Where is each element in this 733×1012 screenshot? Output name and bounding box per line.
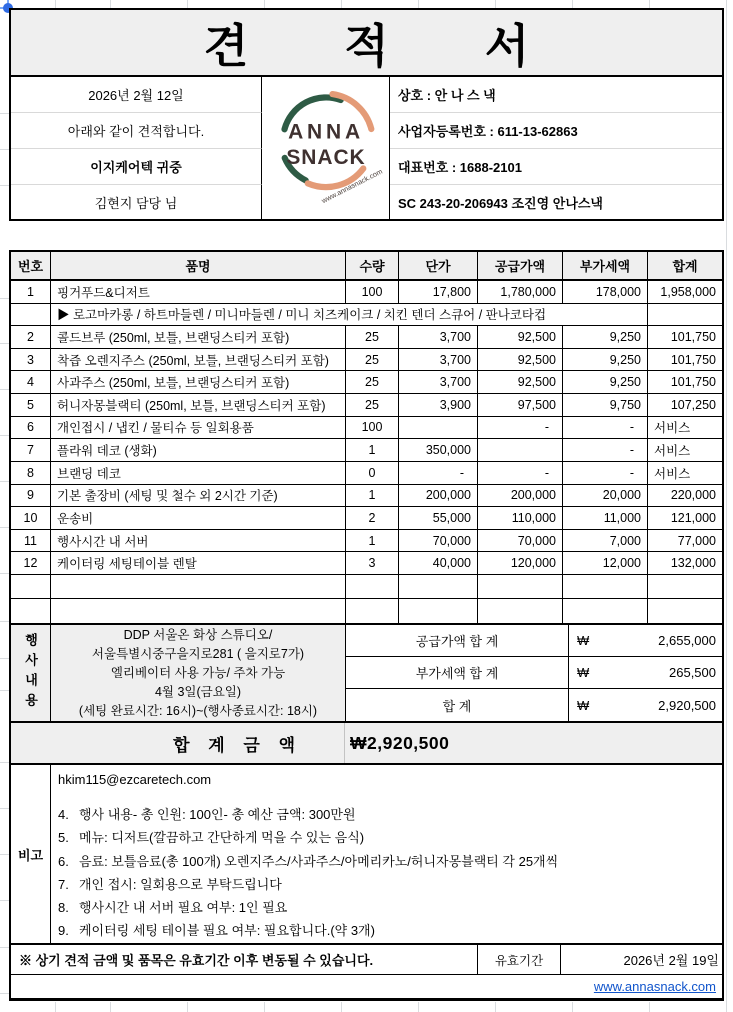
gridline <box>187 0 188 8</box>
event-detail-line: 엘리베이터 사용 가능/ 주차 가능 <box>110 665 286 680</box>
total-cell: 1,958,000 <box>648 281 722 304</box>
quantity-cell: 25 <box>346 394 399 417</box>
event-label: 행사내용 <box>23 633 38 713</box>
gridline <box>0 762 9 763</box>
gridline <box>55 0 56 8</box>
currency-symbol: ₩ <box>577 665 590 680</box>
supply-amount-cell: 1,780,000 <box>478 281 563 304</box>
row-number-cell: 9 <box>11 485 51 508</box>
total-cell: 101,750 <box>648 349 722 372</box>
supply-amount-cell: 92,500 <box>478 371 563 394</box>
total-amount <box>569 657 722 689</box>
unit-price-cell: 55,000 <box>399 507 478 530</box>
remark-number: 8. <box>58 900 69 916</box>
website-row <box>11 975 722 998</box>
quantity-cell: 25 <box>346 349 399 372</box>
website-link[interactable]: www.annasnack.com <box>593 979 716 994</box>
gridline <box>0 658 9 659</box>
column-header: 수량 <box>346 252 399 281</box>
supply-amount-cell <box>478 439 563 462</box>
empty-cell <box>51 575 346 599</box>
row-number-cell: 1 <box>11 281 51 304</box>
total-amount <box>569 689 722 721</box>
remark-item <box>58 873 714 896</box>
grand-total-row <box>9 723 724 765</box>
empty-cell <box>648 575 722 599</box>
total-label: 부가세액 합 계 <box>346 657 569 689</box>
unit-price-cell: 70,000 <box>399 530 478 553</box>
company-account: SC 243-20-206943 조진영 안나스낵 <box>398 195 603 211</box>
gridline <box>495 0 496 8</box>
total-cell: 220,000 <box>648 485 722 508</box>
remark-text: 케이터링 세팅 테이블 필요 여부: 필요합니다.(약 3개) <box>79 923 375 939</box>
empty-cell <box>648 599 722 623</box>
footer-section <box>9 945 724 1001</box>
event-detail-line: (세팅 완료시간: 16시)~(행사종료시간: 18시) <box>78 703 318 718</box>
row-number-cell: 7 <box>11 439 51 462</box>
item-name-cell: 브랜딩 데코 <box>51 462 346 485</box>
total-cell: 101,750 <box>648 371 722 394</box>
event-totals-section <box>9 625 724 723</box>
row-number-cell: 11 <box>11 530 51 553</box>
event-detail-line: DDP 서울온 화상 스튜디오/ <box>123 627 273 642</box>
total-cell: 132,000 <box>648 552 722 575</box>
greeting-text: 아래와 같이 견적합니다. <box>11 113 262 149</box>
remark-number: 5. <box>58 830 69 846</box>
remarks-list <box>58 803 714 943</box>
vat-amount-cell: - <box>563 417 648 440</box>
gridline <box>0 900 9 901</box>
currency-symbol: ₩ <box>577 633 590 648</box>
manager-name: 김현지 담당 님 <box>11 185 262 219</box>
gridline <box>418 0 419 8</box>
unit-price-cell: 3,700 <box>399 326 478 349</box>
remarks-label: 비고 <box>11 765 51 943</box>
total-amount <box>569 625 722 657</box>
quantity-cell: 25 <box>346 371 399 394</box>
logo-cell <box>262 77 390 219</box>
supply-amount-cell: 200,000 <box>478 485 563 508</box>
supply-amount-cell: 92,500 <box>478 326 563 349</box>
remark-text: 행사시간 내 서버 필요 여부: 1인 필요 <box>79 900 288 916</box>
quantity-cell: 100 <box>346 281 399 304</box>
gridline <box>264 1002 265 1012</box>
gridline <box>726 0 727 8</box>
empty-cell <box>11 599 51 623</box>
gridline <box>0 343 9 344</box>
empty-cell <box>11 575 51 599</box>
remark-item <box>58 919 714 942</box>
quantity-cell: 1 <box>346 439 399 462</box>
total-cell: 서비스 <box>648 417 722 440</box>
items-table <box>9 250 724 625</box>
remark-number: 6. <box>58 853 69 869</box>
supply-amount-cell: - <box>478 462 563 485</box>
empty-cell <box>478 599 563 623</box>
empty-cell <box>51 599 346 623</box>
anna-snack-logo-icon <box>264 79 388 217</box>
unit-price-cell: 3,900 <box>399 394 478 417</box>
logo-text-snack: SNACK <box>285 146 366 170</box>
vat-amount-cell: - <box>563 462 648 485</box>
quote-date: 2026년 2월 12일 <box>11 77 262 113</box>
vat-amount-cell: 9,250 <box>563 371 648 394</box>
gridline <box>264 0 265 8</box>
remark-text: 음료: 보틀음료(총 100개) 오렌지주스/사과주스/아메리카노/허니자몽블랙티 각 25개씩 <box>79 853 559 869</box>
vat-amount-cell: 20,000 <box>563 485 648 508</box>
unit-price-cell: 200,000 <box>399 485 478 508</box>
item-name-cell: 허니자몽블랙티 (250ml, 보틀, 브랜딩스티커 포함) <box>51 394 346 417</box>
empty-cell <box>346 575 399 599</box>
quantity-cell: 2 <box>346 507 399 530</box>
contact-email: hkim115@ezcaretech.com <box>58 772 212 787</box>
empty-cell <box>399 575 478 599</box>
remark-item <box>58 850 714 873</box>
gridline <box>187 1002 188 1012</box>
currency-symbol: ₩ <box>577 697 590 713</box>
remark-number: 7. <box>58 876 69 892</box>
gridline <box>110 0 111 8</box>
logo-url-text: www.annasnack.com <box>319 167 384 206</box>
empty-cell <box>563 599 648 623</box>
gridline <box>572 1002 573 1012</box>
gridline <box>726 1002 727 1012</box>
empty-cell <box>399 599 478 623</box>
row-number-cell: 4 <box>11 371 51 394</box>
event-details <box>51 625 346 721</box>
remark-item <box>58 803 714 826</box>
gridline <box>0 298 9 299</box>
unit-price-cell: - <box>399 462 478 485</box>
quotation-title-box <box>9 8 724 77</box>
company-registration-no: 사업자등록번호 : 611-13-62863 <box>390 113 722 149</box>
supply-amount-cell: 70,000 <box>478 530 563 553</box>
gridline <box>341 1002 342 1012</box>
grand-total-label: 합 계 금 액 <box>11 723 345 763</box>
gridline <box>0 435 9 436</box>
vat-amount-cell: 9,750 <box>563 394 648 417</box>
company-phone: 대표번호 : 1688-2101 <box>390 149 722 185</box>
gridline <box>0 389 9 390</box>
gridline <box>0 854 9 855</box>
supply-amount-cell: 110,000 <box>478 507 563 530</box>
vat-amount-cell: 7,000 <box>563 530 648 553</box>
total-cell: 서비스 <box>648 439 722 462</box>
logo-text-anna: ANNA <box>287 120 364 144</box>
gridline <box>0 573 9 574</box>
total-cell: 77,000 <box>648 530 722 553</box>
remarks-body <box>51 765 722 943</box>
gridline <box>572 0 573 8</box>
item-name-cell: 기본 출장비 (세팅 및 철수 외 2시간 기준) <box>51 485 346 508</box>
unit-price-cell: 17,800 <box>399 281 478 304</box>
gridline <box>0 527 9 528</box>
item-name-cell: 케이터링 세팅테이블 렌탈 <box>51 552 346 575</box>
total-cell: 서비스 <box>648 462 722 485</box>
unit-price-cell: 3,700 <box>399 349 478 372</box>
gridline <box>341 0 342 8</box>
total-cell: 101,750 <box>648 326 722 349</box>
gridline <box>0 690 9 691</box>
item-name-cell: 개인접시 / 냅킨 / 물티슈 등 일회용품 <box>51 417 346 440</box>
validity-date: 2026년 2월 19일 <box>561 945 722 975</box>
column-header: 합계 <box>648 252 722 281</box>
unit-price-cell: 350,000 <box>399 439 478 462</box>
event-detail-line: 서울특별시중구을지로281 ( 을지로7가) <box>91 646 305 661</box>
remark-item <box>58 826 714 849</box>
quantity-cell: 0 <box>346 462 399 485</box>
row-number-cell: 12 <box>11 552 51 575</box>
validity-notice: ※ 상기 견적 금액 및 품목은 유효기간 이후 변동될 수 있습니다. <box>11 945 478 975</box>
item-name-cell: 행사시간 내 서버 <box>51 530 346 553</box>
supply-amount-cell: 92,500 <box>478 349 563 372</box>
item-name-cell: 플라워 데코 (생화) <box>51 439 346 462</box>
vat-amount-cell: 9,250 <box>563 349 648 372</box>
gridline <box>418 1002 419 1012</box>
row-number-cell: 6 <box>11 417 51 440</box>
unit-price-cell <box>399 417 478 440</box>
gridline <box>0 481 9 482</box>
quantity-cell: 25 <box>346 326 399 349</box>
remark-text: 메뉴: 디저트(깔끔하고 간단하게 먹을 수 있는 음식) <box>79 830 365 846</box>
quantity-cell: 3 <box>346 552 399 575</box>
unit-price-cell: 40,000 <box>399 552 478 575</box>
item-name-cell: 사과주스 (250ml, 보틀, 브랜딩스티커 포함) <box>51 371 346 394</box>
item-subdetail-cell: ▶ 로고마카롱 / 하트마들렌 / 미니마들렌 / 미니 치즈케이크 / 치킨 텐더 스큐어 / 판나코타컵 <box>51 304 648 327</box>
column-header: 부가세액 <box>563 252 648 281</box>
page-title: 견적서 <box>203 19 626 72</box>
total-cell <box>648 304 722 327</box>
row-number-cell <box>11 304 51 327</box>
quantity-cell: 100 <box>346 417 399 440</box>
vat-amount-cell: 12,000 <box>563 552 648 575</box>
amount-value: 2,655,000 <box>658 633 716 648</box>
quantity-cell: 1 <box>346 530 399 553</box>
vat-amount-cell: 9,250 <box>563 326 648 349</box>
gridline <box>0 993 9 994</box>
recipient-name: 이지케어텍 귀중 <box>11 149 262 185</box>
remark-text: 개인 접시: 일회용으로 부탁드립니다 <box>79 876 282 892</box>
item-name-cell: 콜드브루 (250ml, 보틀, 브랜딩스티커 포함) <box>51 326 346 349</box>
item-name-cell: 핑거푸드&디저트 <box>51 281 346 304</box>
gridline <box>649 0 650 8</box>
gridline <box>726 8 727 1002</box>
gridline <box>0 149 9 150</box>
row-number-cell: 8 <box>11 462 51 485</box>
total-cell: 121,000 <box>648 507 722 530</box>
gridline <box>0 808 9 809</box>
remarks-section <box>9 765 724 945</box>
gridline <box>0 947 9 948</box>
grand-total-amount: ₩2,920,500 <box>350 732 450 753</box>
gridline <box>55 1002 56 1012</box>
column-header: 품명 <box>51 252 346 281</box>
remark-number: 4. <box>58 807 69 822</box>
item-name-cell: 운송비 <box>51 507 346 530</box>
event-detail-line: 4월 3일(금요일) <box>154 684 242 699</box>
row-number-cell: 10 <box>11 507 51 530</box>
gridline <box>0 185 9 186</box>
unit-price-cell: 3,700 <box>399 371 478 394</box>
event-label-cell <box>11 625 51 721</box>
company-trade-name: 상호 : 안 나 스 낵 <box>390 77 722 113</box>
row-number-cell: 3 <box>11 349 51 372</box>
item-name-cell: 착즙 오렌지주스 (250ml, 보틀, 브랜딩스티커 포함) <box>51 349 346 372</box>
amount-value: 265,500 <box>669 665 716 680</box>
remark-item <box>58 896 714 919</box>
supply-amount-cell: 97,500 <box>478 394 563 417</box>
vat-amount-cell: - <box>563 439 648 462</box>
gridline <box>0 113 9 114</box>
gridline <box>649 1002 650 1012</box>
remark-text: 행사 내용- 총 인원: 100인- 총 예산 금액: 300만원 <box>79 807 356 822</box>
gridline <box>110 1002 111 1012</box>
empty-cell <box>346 599 399 623</box>
gridline <box>495 1002 496 1012</box>
header-info-section <box>9 77 724 221</box>
vat-amount-cell: 11,000 <box>563 507 648 530</box>
empty-cell <box>563 575 648 599</box>
validity-label: 유효기간 <box>478 945 561 975</box>
amount-value: 2,920,500 <box>658 697 716 713</box>
total-label: 합 계 <box>346 689 569 721</box>
gridline <box>0 621 9 622</box>
column-header: 번호 <box>11 252 51 281</box>
total-label: 공급가액 합 계 <box>346 625 569 657</box>
column-header: 공급가액 <box>478 252 563 281</box>
vat-amount-cell: 178,000 <box>563 281 648 304</box>
row-number-cell: 2 <box>11 326 51 349</box>
quantity-cell: 1 <box>346 485 399 508</box>
empty-cell <box>478 575 563 599</box>
total-cell: 107,250 <box>648 394 722 417</box>
remark-number: 9. <box>58 923 69 939</box>
row-number-cell: 5 <box>11 394 51 417</box>
column-header: 단가 <box>399 252 478 281</box>
supply-amount-cell: - <box>478 417 563 440</box>
supply-amount-cell: 120,000 <box>478 552 563 575</box>
